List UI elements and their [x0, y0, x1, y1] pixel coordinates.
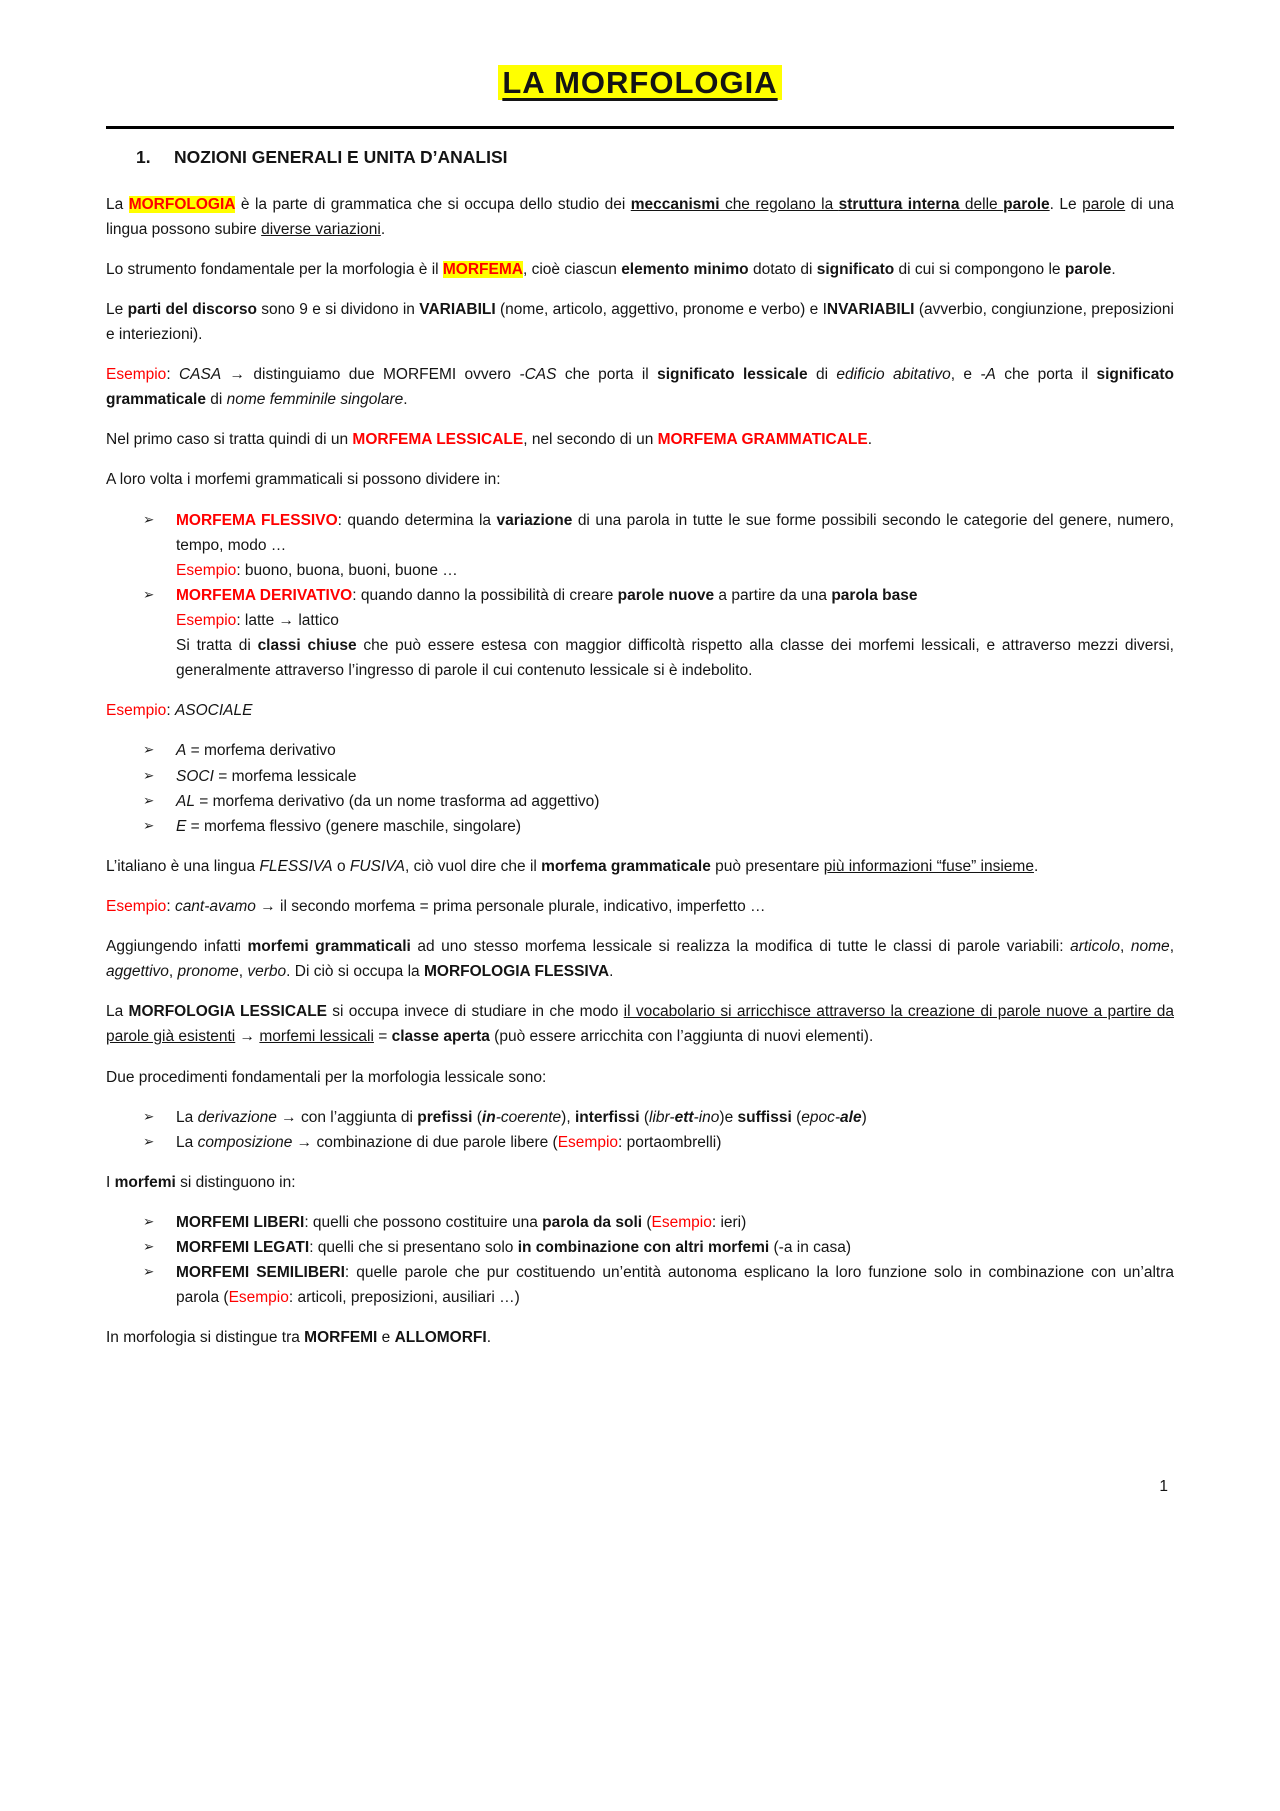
list-marker-icon: ➢	[143, 742, 155, 758]
document-body	[106, 143, 1174, 1350]
para-morfologia-lessicale: La MORFOLOGIA LESSICALE si occupa invece di studiare in che modo il vocabolario si arricchisce attraverso la creazione di parole nuove a partire da parole già esistenti → morfemi lessicali = classe aperta (può essere arricchita con l’aggiunta di nuovi elementi).	[106, 1003, 1174, 1046]
list-asociale-analisi-item	[106, 738, 1174, 763]
heading-number: 1.	[136, 147, 151, 168]
list-marker-icon: ➢	[143, 792, 155, 808]
document-title	[106, 58, 1174, 129]
list-procedimenti-item	[106, 1105, 1174, 1130]
list-item-text: MORFEMI LEGATI: quelli che si presentano solo in combinazione con altri morfemi (-a in casa)	[176, 1239, 852, 1257]
para-esempio-casa: Esempio: CASA → distinguiamo due MORFEMI ovvero -CAS che porta il significato lessicale di edificio abitativo, e -A che porta il significato grammaticale di nome femminile singolare.	[106, 366, 1175, 409]
list-marker-icon: ➢	[143, 1239, 155, 1255]
list-item-text: MORFEMA FLESSIVO: quando determina la variazione di una parola in tutte le sue forme possibili secondo le categorie del genere, numero, tempo, modo … Esempio: buono, buona, buoni, buone …	[176, 511, 1174, 579]
page-number: 1	[1159, 1478, 1168, 1495]
list-tipi-morfemi	[106, 1210, 1174, 1310]
list-marker-icon: ➢	[143, 767, 155, 783]
list-marker-icon: ➢	[143, 1213, 155, 1229]
list-asociale-analisi	[106, 738, 1174, 838]
list-tipi-morfemi-item	[106, 1210, 1174, 1235]
list-marker-icon: ➢	[143, 1133, 155, 1149]
list-marker-icon: ➢	[143, 511, 155, 527]
para-definizione-morfologia: La MORFOLOGIA è la parte di grammatica che si occupa dello studio dei meccanismi che regolano la struttura interna delle parole. Le parole di una lingua possono subire diverse variazioni.	[106, 195, 1174, 238]
list-morfemi-grammaticali-item	[106, 583, 1174, 683]
para-due-procedimenti: Due procedimenti fondamentali per la morfologia lessicale sono:	[106, 1068, 547, 1086]
list-item-text: SOCI = morfema lessicale	[176, 767, 357, 785]
para-intro-morfemi-grammaticali: A loro volta i morfemi grammaticali si possono dividere in:	[106, 471, 501, 489]
list-morfemi-grammaticali-item	[106, 508, 1174, 583]
list-item-text: E = morfema flessivo (genere maschile, singolare)	[176, 817, 522, 835]
para-morfemi-allomorfi: In morfologia si distingue tra MORFEMI e ALLOMORFI.	[106, 1329, 492, 1347]
list-item-text: MORFEMI SEMILIBERI: quelle parole che pur costituendo un’entità autonoma esplicano la loro funzione solo in combinazione con un’altra parola (Esempio: articoli, preposizioni, ausiliari …)	[176, 1264, 1174, 1307]
para-morfema-lessicale-grammaticale: Nel primo caso si tratta quindi di un MORFEMA LESSICALE, nel secondo di un MORFEMA GRAMMATICALE.	[106, 431, 873, 449]
list-marker-icon: ➢	[143, 1264, 155, 1280]
para-morfemi-distinzione: I morfemi si distinguono in:	[106, 1173, 296, 1191]
list-asociale-analisi-item	[106, 789, 1174, 814]
list-marker-icon: ➢	[143, 586, 155, 602]
list-item-text: La derivazione → con l’aggiunta di prefissi (in-coerente), interfissi (libr-ett-ino)e suffissi (epoc-ale)	[176, 1108, 867, 1126]
list-procedimenti	[106, 1105, 1174, 1155]
list-asociale-analisi-item	[106, 814, 1174, 839]
list-marker-icon: ➢	[143, 1108, 155, 1124]
list-marker-icon: ➢	[143, 817, 155, 833]
list-morfemi-grammaticali	[106, 508, 1174, 684]
list-asociale-analisi-item	[106, 764, 1174, 789]
para-morfologia-flessiva: Aggiungendo infatti morfemi grammaticali ad uno stesso morfema lessicale si realizza la modifica di tutte le classi di parole variabili: articolo, nome, aggettivo, pronome, verbo. Di ciò si occupa la MORFOLOGIA FLESSIVA.	[106, 938, 1174, 981]
list-item-text: A = morfema derivativo	[176, 742, 336, 760]
para-esempio-cantavamo: Esempio: cant-avamo → il secondo morfema = prima personale plurale, indicativo, imperfetto …	[106, 897, 766, 915]
list-tipi-morfemi-item	[106, 1235, 1174, 1260]
para-morfema: Lo strumento fondamentale per la morfologia è il MORFEMA, cioè ciascun elemento minimo dotato di significato di cui si compongono le parole.	[106, 260, 1116, 278]
heading-text: NOZIONI GENERALI E UNITA D’ANALISI	[174, 147, 508, 168]
para-esempio-asociale: Esempio: ASOCIALE	[106, 702, 253, 720]
list-item-text: MORFEMA DERIVATIVO: quando danno la possibilità di creare parole nuove a partire da una parola base Esempio: latte → lattico Si tratta di classi chiuse che può essere estesa con maggior difficoltà rispetto alla classe dei morfemi lessicali, e attraverso mezzi diversi, generalmente attraverso l’ingresso di parole il cui contenuto lessicale si è indebolito.	[176, 586, 1174, 680]
list-procedimenti-item	[106, 1130, 1174, 1155]
para-parti-del-discorso: Le parti del discorso sono 9 e si dividono in VARIABILI (nome, articolo, aggettivo, pronome e verbo) e INVARIABILI (avverbio, congiunzione, preposizioni e interiezioni).	[106, 300, 1174, 343]
document-title-text: LA MORFOLOGIA	[498, 65, 781, 100]
list-item-text: La composizione → combinazione di due parole libere (Esempio: portaombrelli)	[176, 1133, 722, 1151]
section-heading	[106, 143, 1174, 171]
list-item-text: MORFEMI LIBERI: quelli che possono costituire una parola da soli (Esempio: ieri)	[176, 1213, 747, 1231]
list-item-text: AL = morfema derivativo (da un nome trasforma ad aggettivo)	[176, 792, 600, 810]
para-lingua-flessiva: L’italiano è una lingua FLESSIVA o FUSIVA, ciò vuol dire che il morfema grammaticale può presentare più informazioni “fuse” insieme.	[106, 857, 1039, 875]
list-tipi-morfemi-item	[106, 1260, 1174, 1310]
